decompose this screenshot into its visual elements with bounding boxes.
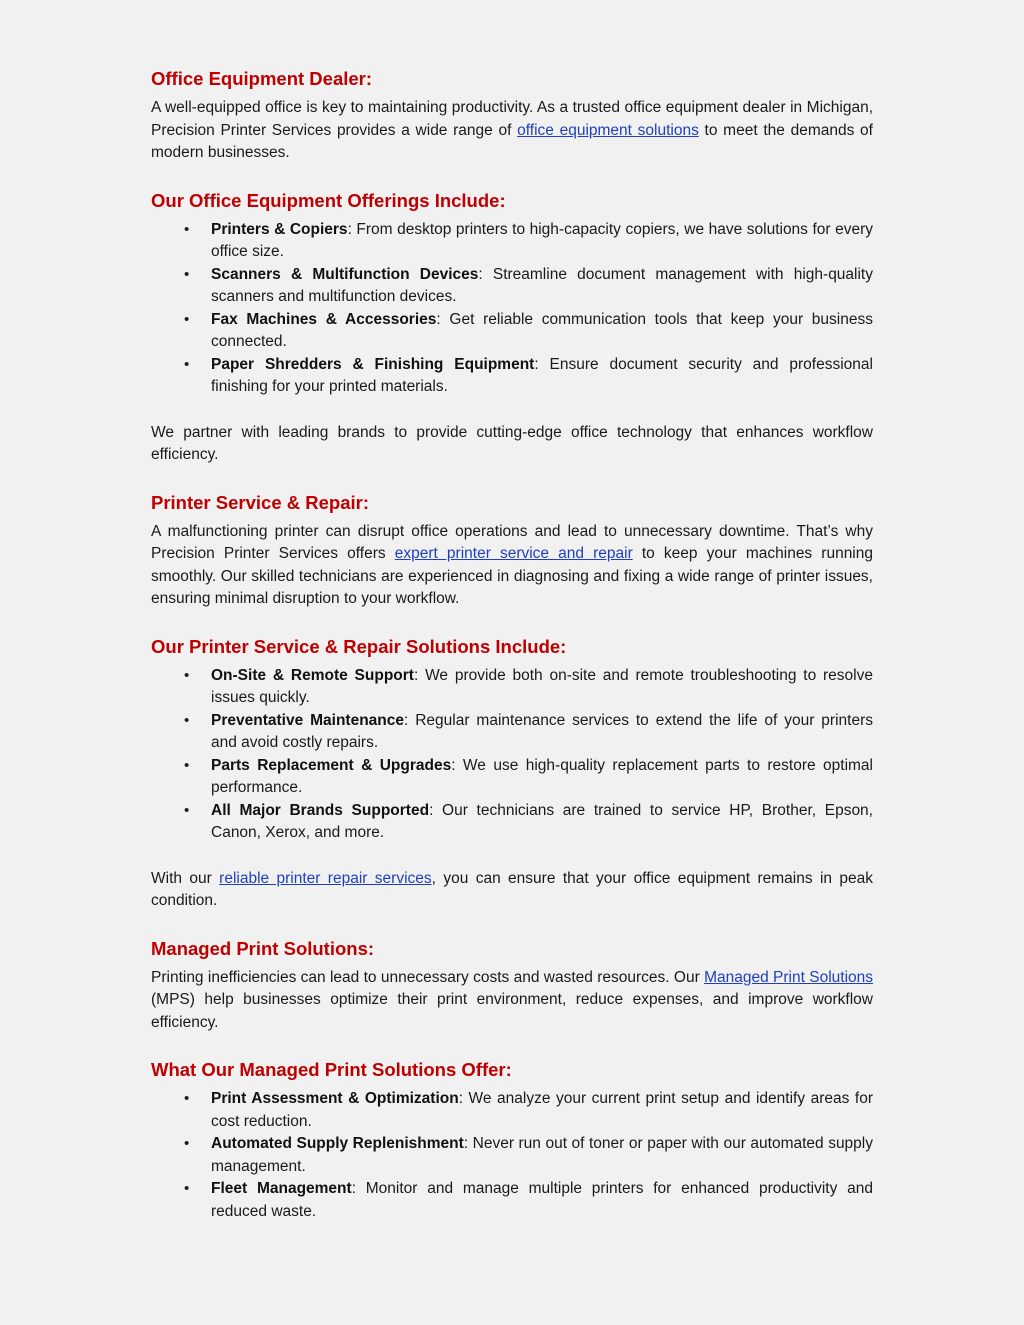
bullet-icon: • (184, 1090, 190, 1107)
list-item: • Paper Shredders & Finishing Equipment: Ensure document security and professional finishing for your printed materials. (184, 355, 873, 395)
list-item: • Fleet Management: Monitor and manage multiple printers for enhanced productivity and reduced waste. (184, 1180, 873, 1220)
bullet-icon: • (184, 310, 190, 328)
list-item: • On-Site & Remote Support: We provide both on-site and remote troubleshooting to resolve issues quickly. (184, 666, 873, 706)
expert-printer-service-link[interactable]: expert printer service and repair (394, 545, 633, 562)
bullet-icon: • (184, 220, 190, 238)
section-managed-print-solutions (151, 936, 873, 1035)
paragraph: We partner with leading brands to provide cutting-edge office technology that enhances workflow efficiency. (151, 423, 873, 463)
offerings-list (151, 219, 873, 399)
list-item: • Print Assessment & Optimization: We analyze your current print setup and identify areas for cost reduction. (184, 1090, 874, 1130)
reliable-printer-repair-link[interactable]: reliable printer repair services (219, 869, 432, 887)
bullet-icon: • (184, 666, 190, 684)
repair-solutions-list (151, 665, 873, 845)
document-page (151, 66, 873, 1246)
section-office-equipment-dealer (151, 66, 873, 165)
list-item: • Fax Machines & Accessories: Get reliable communication tools that keep your business connected. (184, 310, 873, 350)
list-item: • Scanners & Multifunction Devices: Streamline document management with high-quality scanners and multifunction devices. (184, 265, 873, 305)
bullet-icon: • (184, 756, 190, 774)
paragraph: A malfunctioning printer can disrupt office operations and lead to unnecessary downtime. That’s why Precision Printer Services offers expert printer service and repair to keep your machines running smoothly. Our skilled technicians are experienced in diagnosing and fixing a wide range of printer issues, ensuring minimal disruption to your workflow. (151, 522, 873, 607)
managed-print-solutions-link[interactable]: Managed Print Solutions (704, 968, 873, 986)
section-heading: Our Office Equipment Offerings Include: (151, 189, 506, 211)
bullet-icon: • (184, 1135, 190, 1152)
bullet-icon: • (184, 355, 190, 373)
mps-offer-list (151, 1088, 873, 1223)
list-item: • Printers & Copiers: From desktop printers to high-capacity copiers, we have solutions for every office size. (184, 220, 873, 260)
section-heading: Office Equipment Dealer: (151, 68, 373, 89)
section-repair-solutions (151, 634, 873, 913)
list-item: • All Major Brands Supported: Our technicians are trained to service HP, Brother, Epson, Canon, Xerox, and more. (184, 801, 873, 841)
paragraph: Printing inefficiencies can lead to unnecessary costs and wasted resources. Our Managed Print Solutions (MPS) help businesses optimize their print environment, reduce expenses, and improve workflow efficiency. (151, 968, 873, 1031)
list-item: • Automated Supply Replenishment: Never run out of toner or paper with our automated supply management. (184, 1135, 873, 1175)
paragraph: A well-equipped office is key to maintaining productivity. As a trusted office equipment dealer in Michigan, Precision Printer Services provides a wide range of office equipment solutions to meet the demands of modern businesses. (151, 99, 873, 161)
section-heading: What Our Managed Print Solutions Offer: (151, 1059, 512, 1080)
list-item: • Parts Replacement & Upgrades: We use high-quality replacement parts to restore optimal performance. (184, 756, 873, 796)
bullet-icon: • (184, 711, 190, 729)
section-office-equipment-offerings (151, 188, 873, 467)
section-mps-offer (151, 1057, 873, 1223)
list-item: • Preventative Maintenance: Regular maintenance services to extend the life of your printers and avoid costly repairs. (184, 711, 873, 751)
section-heading: Printer Service & Repair: (151, 491, 369, 513)
bullet-icon: • (184, 265, 190, 283)
section-heading: Managed Print Solutions: (151, 937, 375, 959)
section-heading: Our Printer Service & Repair Solutions Include: (151, 635, 567, 657)
section-printer-service-repair (151, 490, 873, 611)
office-equipment-solutions-link[interactable]: office equipment solutions (517, 121, 699, 139)
bullet-icon: • (184, 801, 190, 819)
bullet-icon: • (184, 1180, 190, 1197)
paragraph: With our reliable printer repair services, you can ensure that your office equipment remains in peak condition. (151, 869, 873, 909)
